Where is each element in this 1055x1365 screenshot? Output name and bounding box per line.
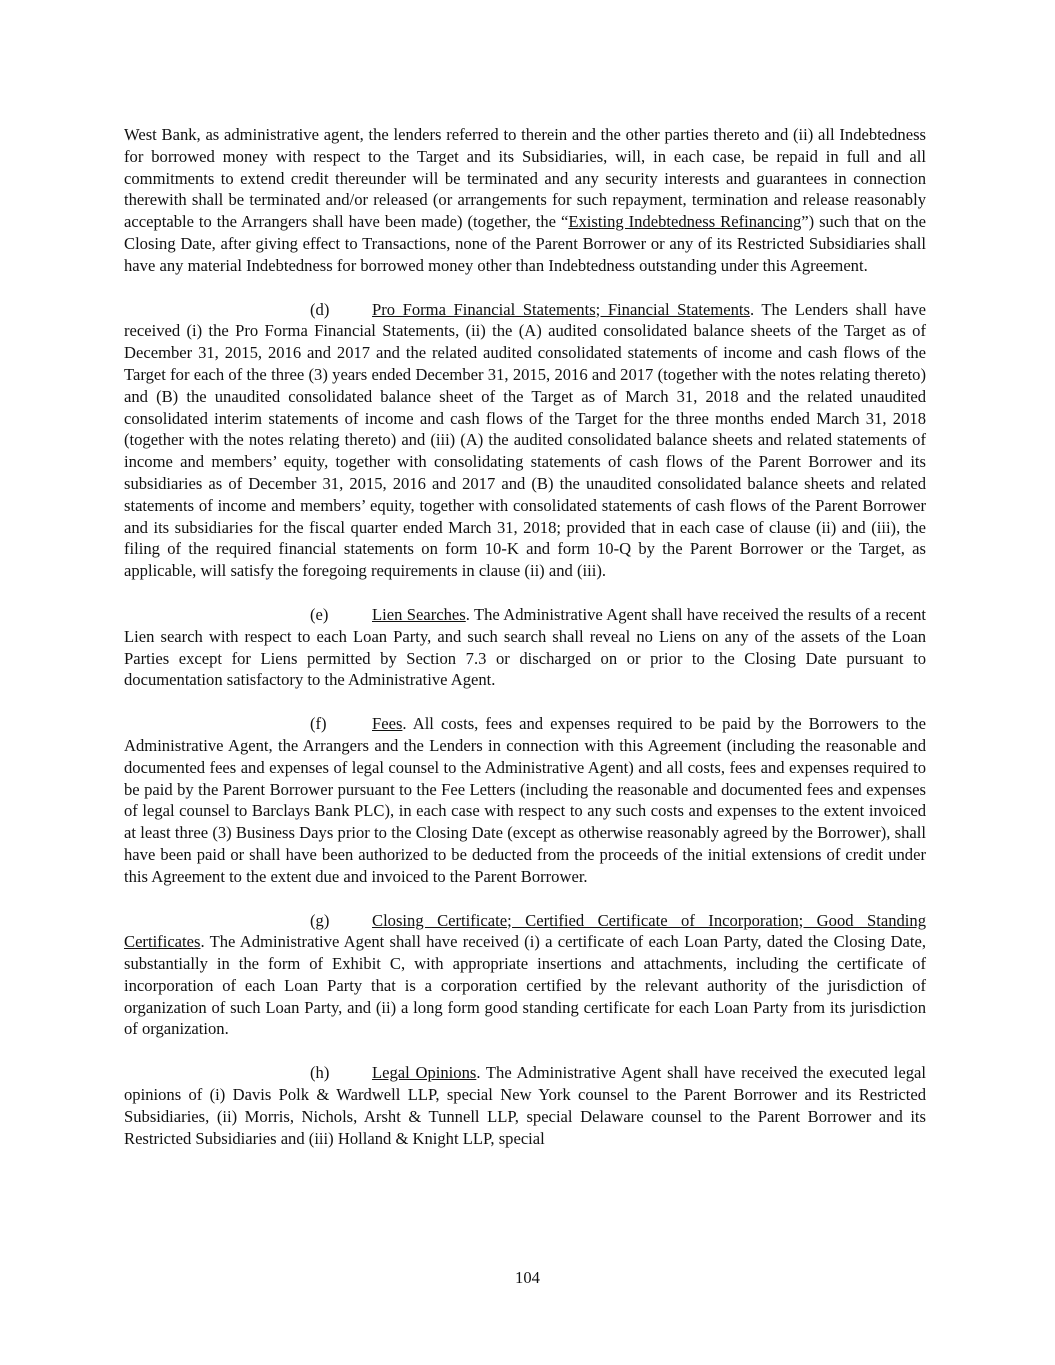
section-e-label: (e): [310, 604, 329, 624]
page-number: 104: [515, 1268, 540, 1287]
intro-text-post: ”) such that on the Closing Date, after giving effect to Transactions, none of the Parent Borrower or any of its Restricted Subsidiaries shall have any material Indebtedness for borrowed money other than Indebtedness outstanding under this Agreement.: [124, 212, 927, 275]
section-f-paragraph: [124, 713, 926, 887]
section-g-body: . The Administrative Agent shall have received (i) a certificate of each Loan Party, dated the Closing Date, substantially in the form of Exhibit C, with appropriate insertions and attachments, including the certificate of incorporation of each Loan Party that is a corporation certified by the relevant authority of the jurisdiction of organization of such Loan Party, and (ii) a long form good standing certificate for each Loan Party from its jurisdiction of organization.: [124, 932, 926, 1039]
section-d-heading: Pro Forma Financial Statements; Financial Statements: [372, 299, 750, 319]
section-d-body: . The Lenders shall have received (i) the Pro Forma Financial Statements, (ii) the (A) audited consolidated balance sheets of the Target as of December 31, 2015, 2016 and 2017 and the related audited consolidated statements of income and cash flows of the Target for each of the three (3) years ended December 31, 2015, 2016 and 2017 (together with the notes relating thereto) and (B) the unaudited consolidated balance sheet of the Target as of March 31, 2018 and the related unaudited consolidated interim statements of income and cash flows of the Target for the three months ended March 31, 2018 (together with the notes relating thereto) and (iii) (A) the audited consolidated balance sheets and related statements of income and members’ equity, together with consolidating statements of cash flows of the Parent Borrower and its subsidiaries as of December 31, 2015, 2016 and 2017 and (B) the unaudited consolidated balance sheets and related statements of income and members’ equity, together with consolidated statements of cash flows of the Parent Borrower and its subsidiaries for the fiscal quarter ended March 31, 2018; provided that in each case of clause (ii) and (iii), the filing of the required financial statements on form 10-K and form 10-Q by the Parent Borrower or the Target, as applicable, will satisfy the foregoing requirements in clause (ii) and (iii).: [124, 299, 926, 581]
section-f-label: (f): [310, 714, 327, 734]
document-page: [124, 124, 926, 1149]
section-d-label: (d): [310, 299, 330, 319]
intro-text-pre: West Bank, as administrative agent, the lenders referred to therein and the other parties thereto and (ii) all Indebtedness for borrowed money with respect to the Target and its Subsidiaries, will, in each case, be repaid in full and all commitments to extend credit thereunder will be terminated and any security interests and guarantees in connection therewith shall be terminated and/or released (or arrangements for such repayment, termination and release reasonably acceptable to the Arrangers shall have been made) (together, the “: [124, 125, 926, 232]
section-f-heading: Fees: [372, 714, 403, 734]
section-g-heading: Closing Certificate; Certified Certificate of Incorporation; Good Standing Certificates: [124, 910, 926, 952]
section-e-body: . The Administrative Agent shall have received the results of a recent Lien search with respect to each Loan Party, and such search shall reveal no Liens on any of the assets of the Loan Parties except for Liens permitted by Section 7.3 or discharged on or prior to the Closing Date pursuant to documentation satisfactory to the Administrative Agent.: [124, 604, 926, 690]
section-e-heading: Lien Searches: [372, 604, 466, 624]
section-f-body: . All costs, fees and expenses required to be paid by the Borrowers to the Administrative Agent, the Arrangers and the Lenders in connection with this Agreement (including the reasonable and documented fees and expenses of legal counsel to the Administrative Agent) and all costs, fees and expenses required to be paid by the Parent Borrower pursuant to the Fee Letters (including the reasonable and documented fees and expenses of legal counsel to Barclays Bank PLC), in each case with respect to any such costs and expenses to the extent invoiced at least three (3) Business Days prior to the Closing Date (except as otherwise reasonably agreed by the Borrower), shall have been paid or shall have been authorized to be deducted from the proceeds of the initial extensions of credit under this Agreement to the extent due and invoiced to the Parent Borrower.: [124, 714, 926, 886]
section-e-paragraph: [124, 604, 926, 691]
section-g-paragraph: [124, 910, 926, 1041]
section-g-label: (g): [310, 910, 330, 930]
section-h-heading: Legal Opinions: [372, 1063, 477, 1083]
section-h-body: . The Administrative Agent shall have received the executed legal opinions of (i) Davis Polk & Wardwell LLP, special New York counsel to the Parent Borrower and its Restricted Subsidiaries, (ii) Morris, Nichols, Arsht & Tunnell LLP, special Delaware counsel to the Parent Borrower and its Restricted Subsidiaries and (iii) Holland & Knight LLP, special: [124, 1063, 926, 1148]
section-d-paragraph: [124, 299, 926, 582]
section-h-label: (h): [310, 1063, 330, 1083]
defined-term-existing-indebtedness-refinancing: Existing Indebtedness Refinancing: [568, 212, 802, 232]
intro-paragraph: [124, 124, 926, 277]
section-h-paragraph: [124, 1062, 926, 1149]
